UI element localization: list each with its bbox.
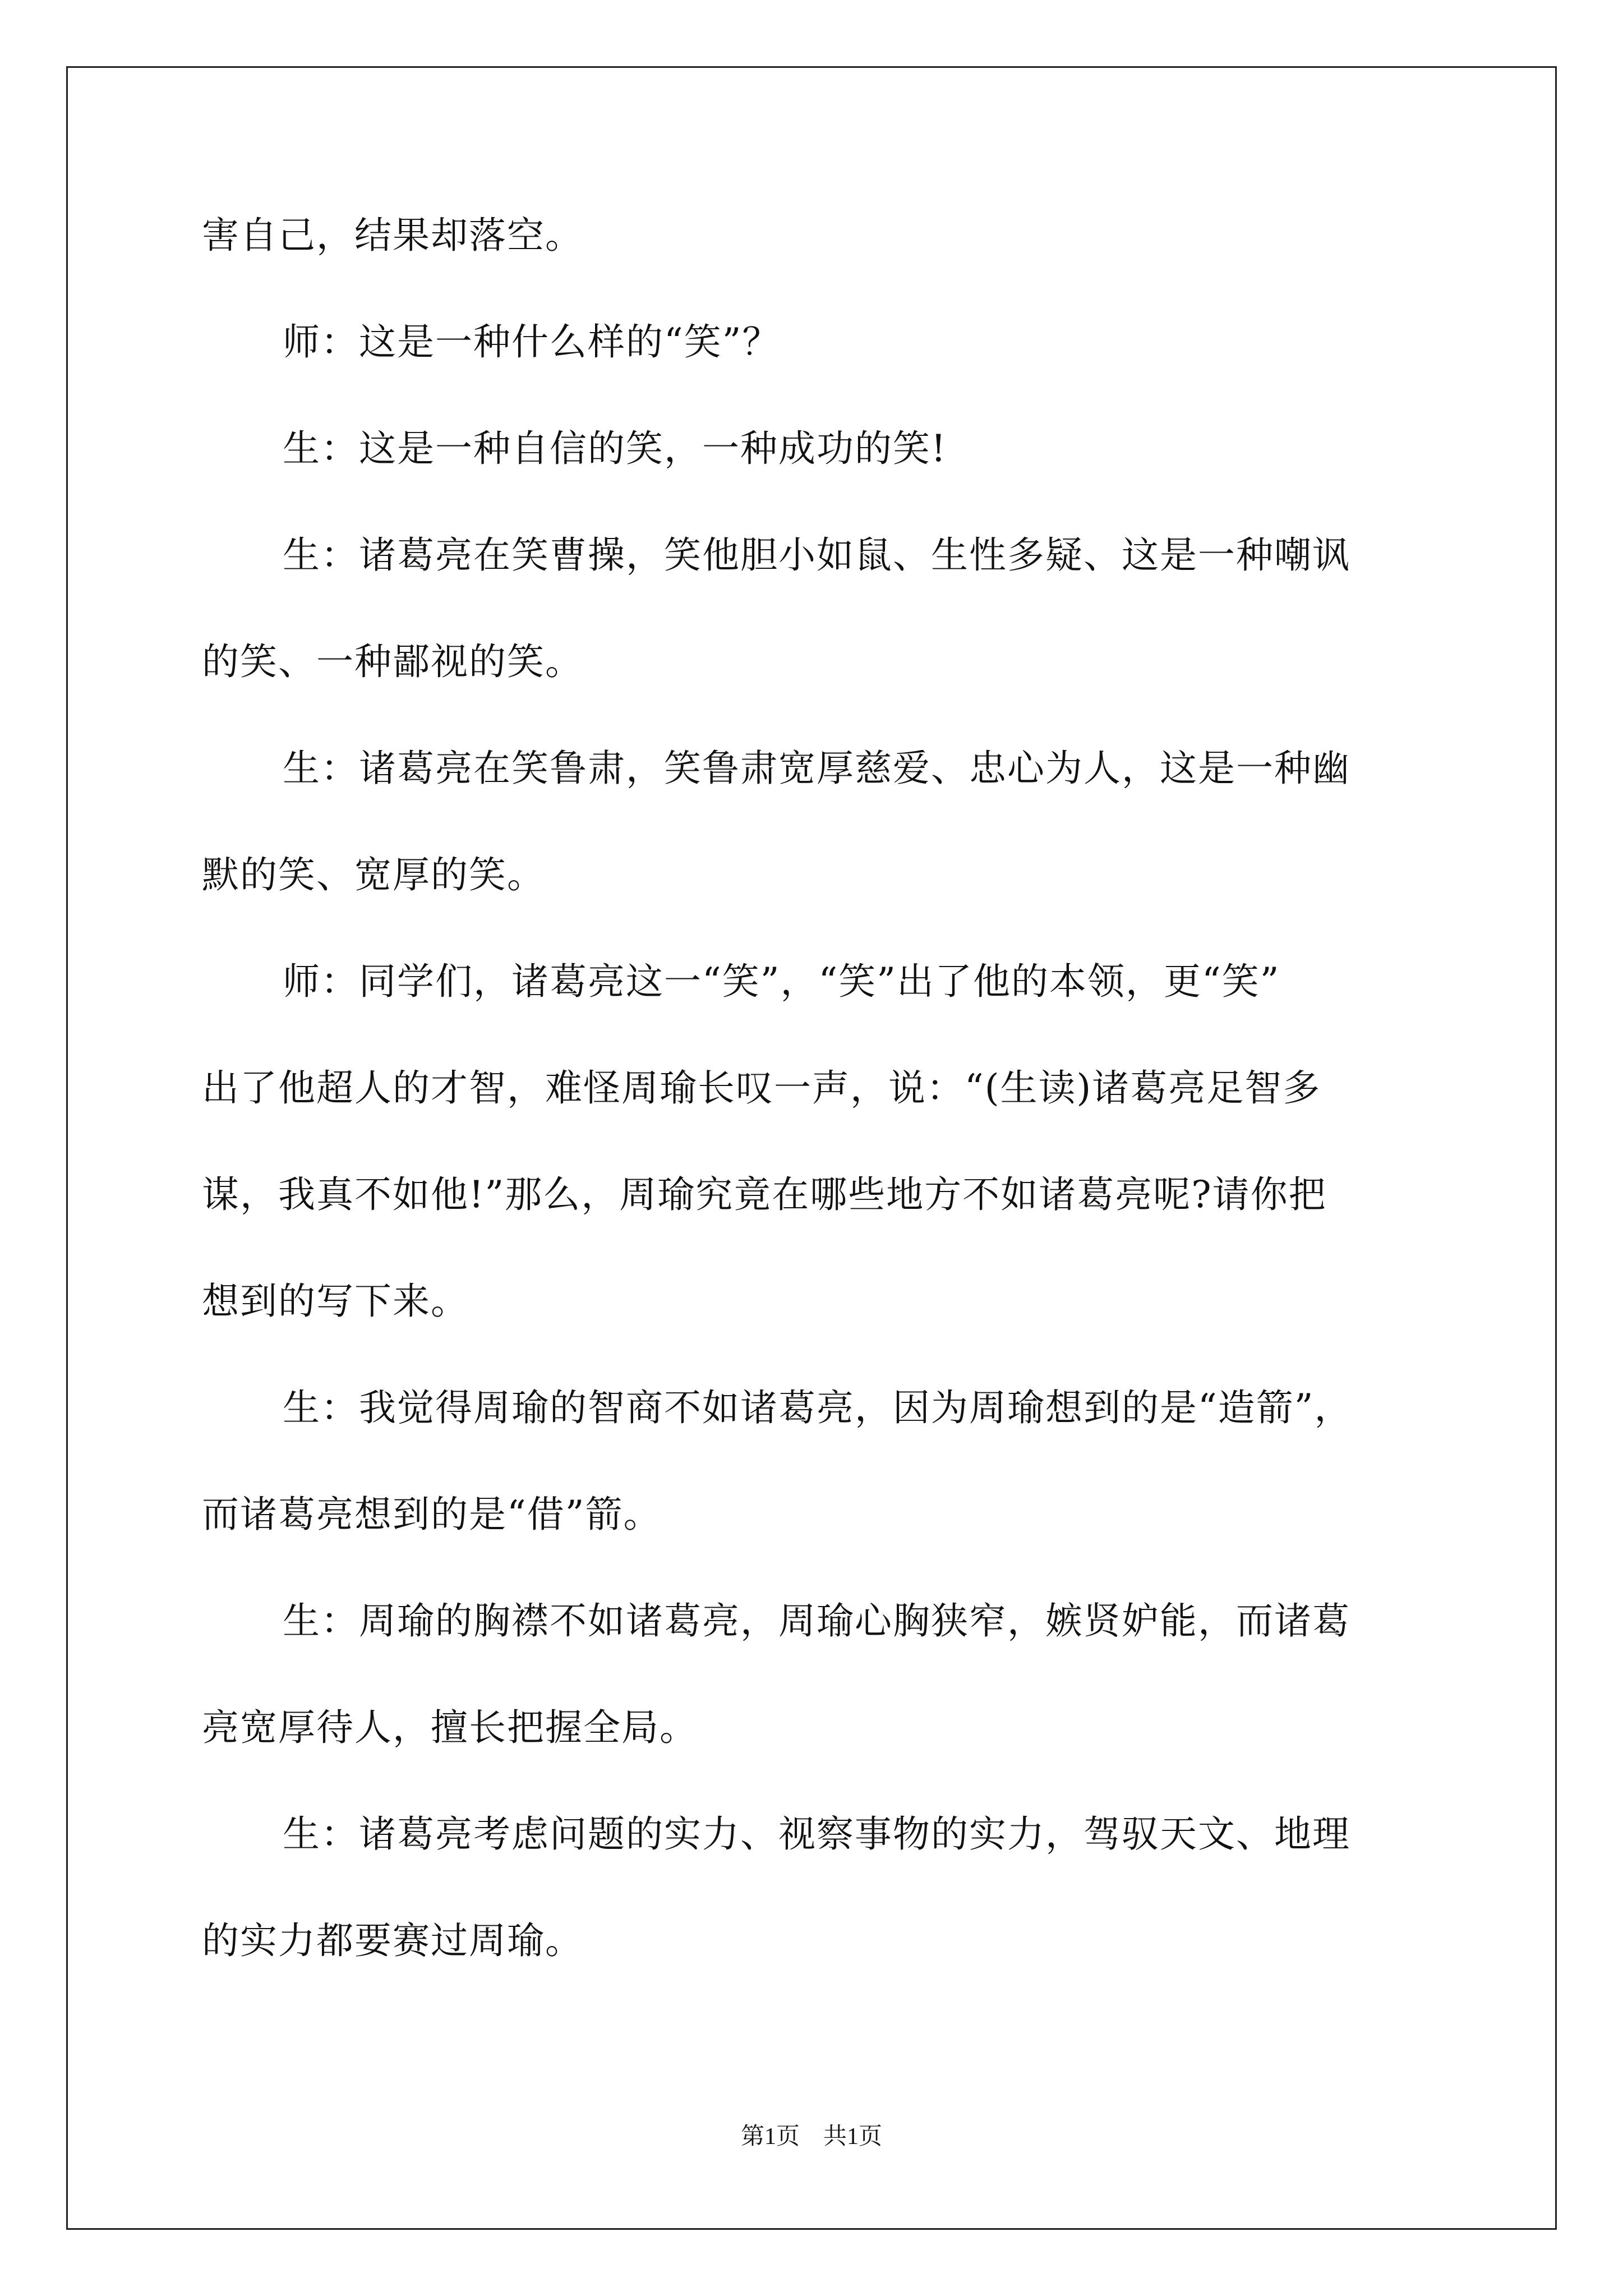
page-border bbox=[66, 66, 1557, 2230]
text-line: 的实力都要赛过周瑜。 bbox=[202, 1919, 583, 1962]
text-line: 亮宽厚待人，擅长把握全局。 bbox=[202, 1706, 698, 1749]
text-line: 的笑、一种鄙视的笑。 bbox=[202, 640, 583, 683]
text-line: 生：周瑜的胸襟不如诸葛亮，周瑜心胸狭窄，嫉贤妒能，而诸葛 bbox=[283, 1599, 1350, 1642]
text-line: 而诸葛亮想到的是“借”箭。 bbox=[202, 1493, 662, 1536]
text-line: 生：这是一种自信的笑，一种成功的笑! bbox=[283, 427, 947, 470]
text-line: 生：我觉得周瑜的智商不如诸葛亮，因为周瑜想到的是“造箭”， bbox=[283, 1386, 1353, 1429]
page-footer: 第1页 共1页 bbox=[740, 2124, 882, 2150]
text-line: 出了他超人的才智，难怪周瑜长叹一声，说：“(生读)诸葛亮足智多 bbox=[202, 1066, 1321, 1110]
text-line: 谋，我真不如他!”那么，周瑜究竟在哪些地方不如诸葛亮呢?请你把 bbox=[202, 1173, 1327, 1216]
text-line: 师：这是一种什么样的“笑”？ bbox=[283, 320, 781, 364]
text-line: 生：诸葛亮在笑曹操，笑他胆小如鼠、生性多疑、这是一种嘲讽 bbox=[283, 533, 1350, 577]
text-line: 想到的写下来。 bbox=[202, 1280, 469, 1323]
text-line: 害自己，结果却落空。 bbox=[202, 214, 583, 257]
text-line: 生：诸葛亮考虑问题的实力、视察事物的实力，驾驭天文、地理 bbox=[283, 1812, 1350, 1856]
text-line: 师：同学们，诸葛亮这一“笑”，“笑”出了他的本领，更“笑” bbox=[283, 960, 1280, 1003]
text-line: 默的笑、宽厚的笑。 bbox=[202, 853, 545, 896]
text-line: 生：诸葛亮在笑鲁肃，笑鲁肃宽厚慈爱、忠心为人，这是一种幽 bbox=[283, 747, 1350, 790]
